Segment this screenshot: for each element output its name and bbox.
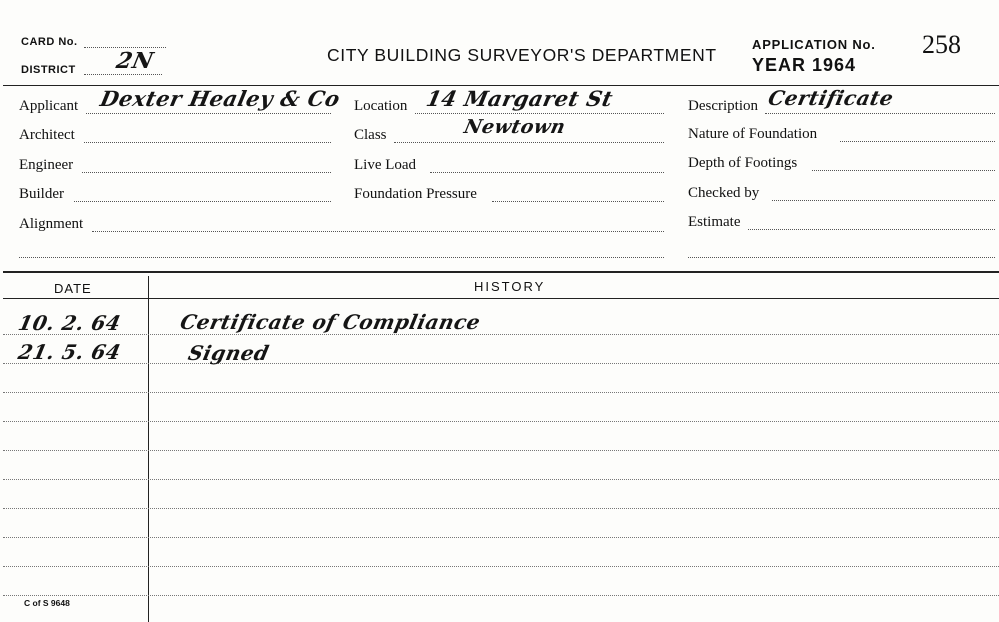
applicant-line (86, 113, 331, 114)
location-line (415, 113, 664, 114)
engineer-line (82, 172, 331, 173)
row-line (3, 450, 999, 451)
nature-of-foundation-label: Nature of Foundation (688, 126, 818, 142)
history-text-2: Signed (186, 341, 272, 365)
department-title: CITY BUILDING SURVEYOR'S DEPARTMENT (327, 45, 717, 65)
architect-label: Architect (19, 127, 75, 143)
class-label: Class (354, 127, 387, 143)
history-text-1: Certificate of Compliance (178, 310, 483, 334)
date-header: DATE (54, 281, 92, 296)
row-line (3, 508, 999, 509)
history-header: HISTORY (474, 279, 546, 294)
depth-of-footings-line (812, 170, 995, 171)
row-line (3, 595, 999, 596)
applicant-value: Dexter Healey & Co (98, 86, 343, 111)
applicant-label: Applicant (19, 98, 79, 114)
alignment-label: Alignment (19, 216, 84, 232)
depth-of-footings-label: Depth of Footings (688, 155, 798, 171)
estimate-label: Estimate (688, 214, 741, 230)
architect-line (84, 142, 331, 143)
builder-line (74, 201, 331, 202)
location-label: Location (354, 98, 408, 114)
description-value: Certificate (766, 86, 896, 110)
class-value: Newtown (462, 116, 568, 138)
row-line (3, 479, 999, 480)
foundation-pressure-line (492, 201, 664, 202)
row-line (3, 537, 999, 538)
row-line (3, 363, 999, 364)
estimate-line (748, 229, 995, 230)
district-value: 2N (114, 48, 156, 74)
foundation-pressure-label: Foundation Pressure (354, 186, 477, 202)
blank-line-1 (19, 257, 664, 258)
checked-by-line (772, 200, 995, 201)
description-label: Description (688, 98, 758, 114)
checked-by-label: Checked by (688, 185, 760, 201)
nature-of-foundation-line (840, 141, 995, 142)
row-line (3, 334, 999, 335)
live-load-label: Live Load (354, 157, 417, 173)
engineer-label: Engineer (19, 157, 74, 173)
row-line (3, 392, 999, 393)
alignment-line (92, 231, 664, 232)
year-label: YEAR 1964 (752, 55, 857, 75)
history-date-1: 10. 2. 64 (16, 311, 124, 335)
application-label: APPLICATION No. (752, 37, 876, 52)
live-load-line (430, 172, 664, 173)
application-number: 258 (922, 30, 961, 59)
blank-line-2 (688, 257, 995, 258)
description-line (765, 113, 995, 114)
card-no-label: CARD No. (21, 36, 78, 48)
district-label: DISTRICT (21, 64, 76, 76)
history-rows (3, 298, 999, 622)
table-top-rule (3, 271, 999, 273)
history-date-2: 21. 5. 64 (16, 340, 124, 364)
row-line (3, 566, 999, 567)
builder-label: Builder (19, 186, 64, 202)
location-value: 14 Margaret St (424, 86, 616, 111)
district-line (84, 74, 162, 75)
class-line (394, 142, 664, 143)
form-code: C of S 9648 (24, 598, 70, 608)
row-line (3, 421, 999, 422)
